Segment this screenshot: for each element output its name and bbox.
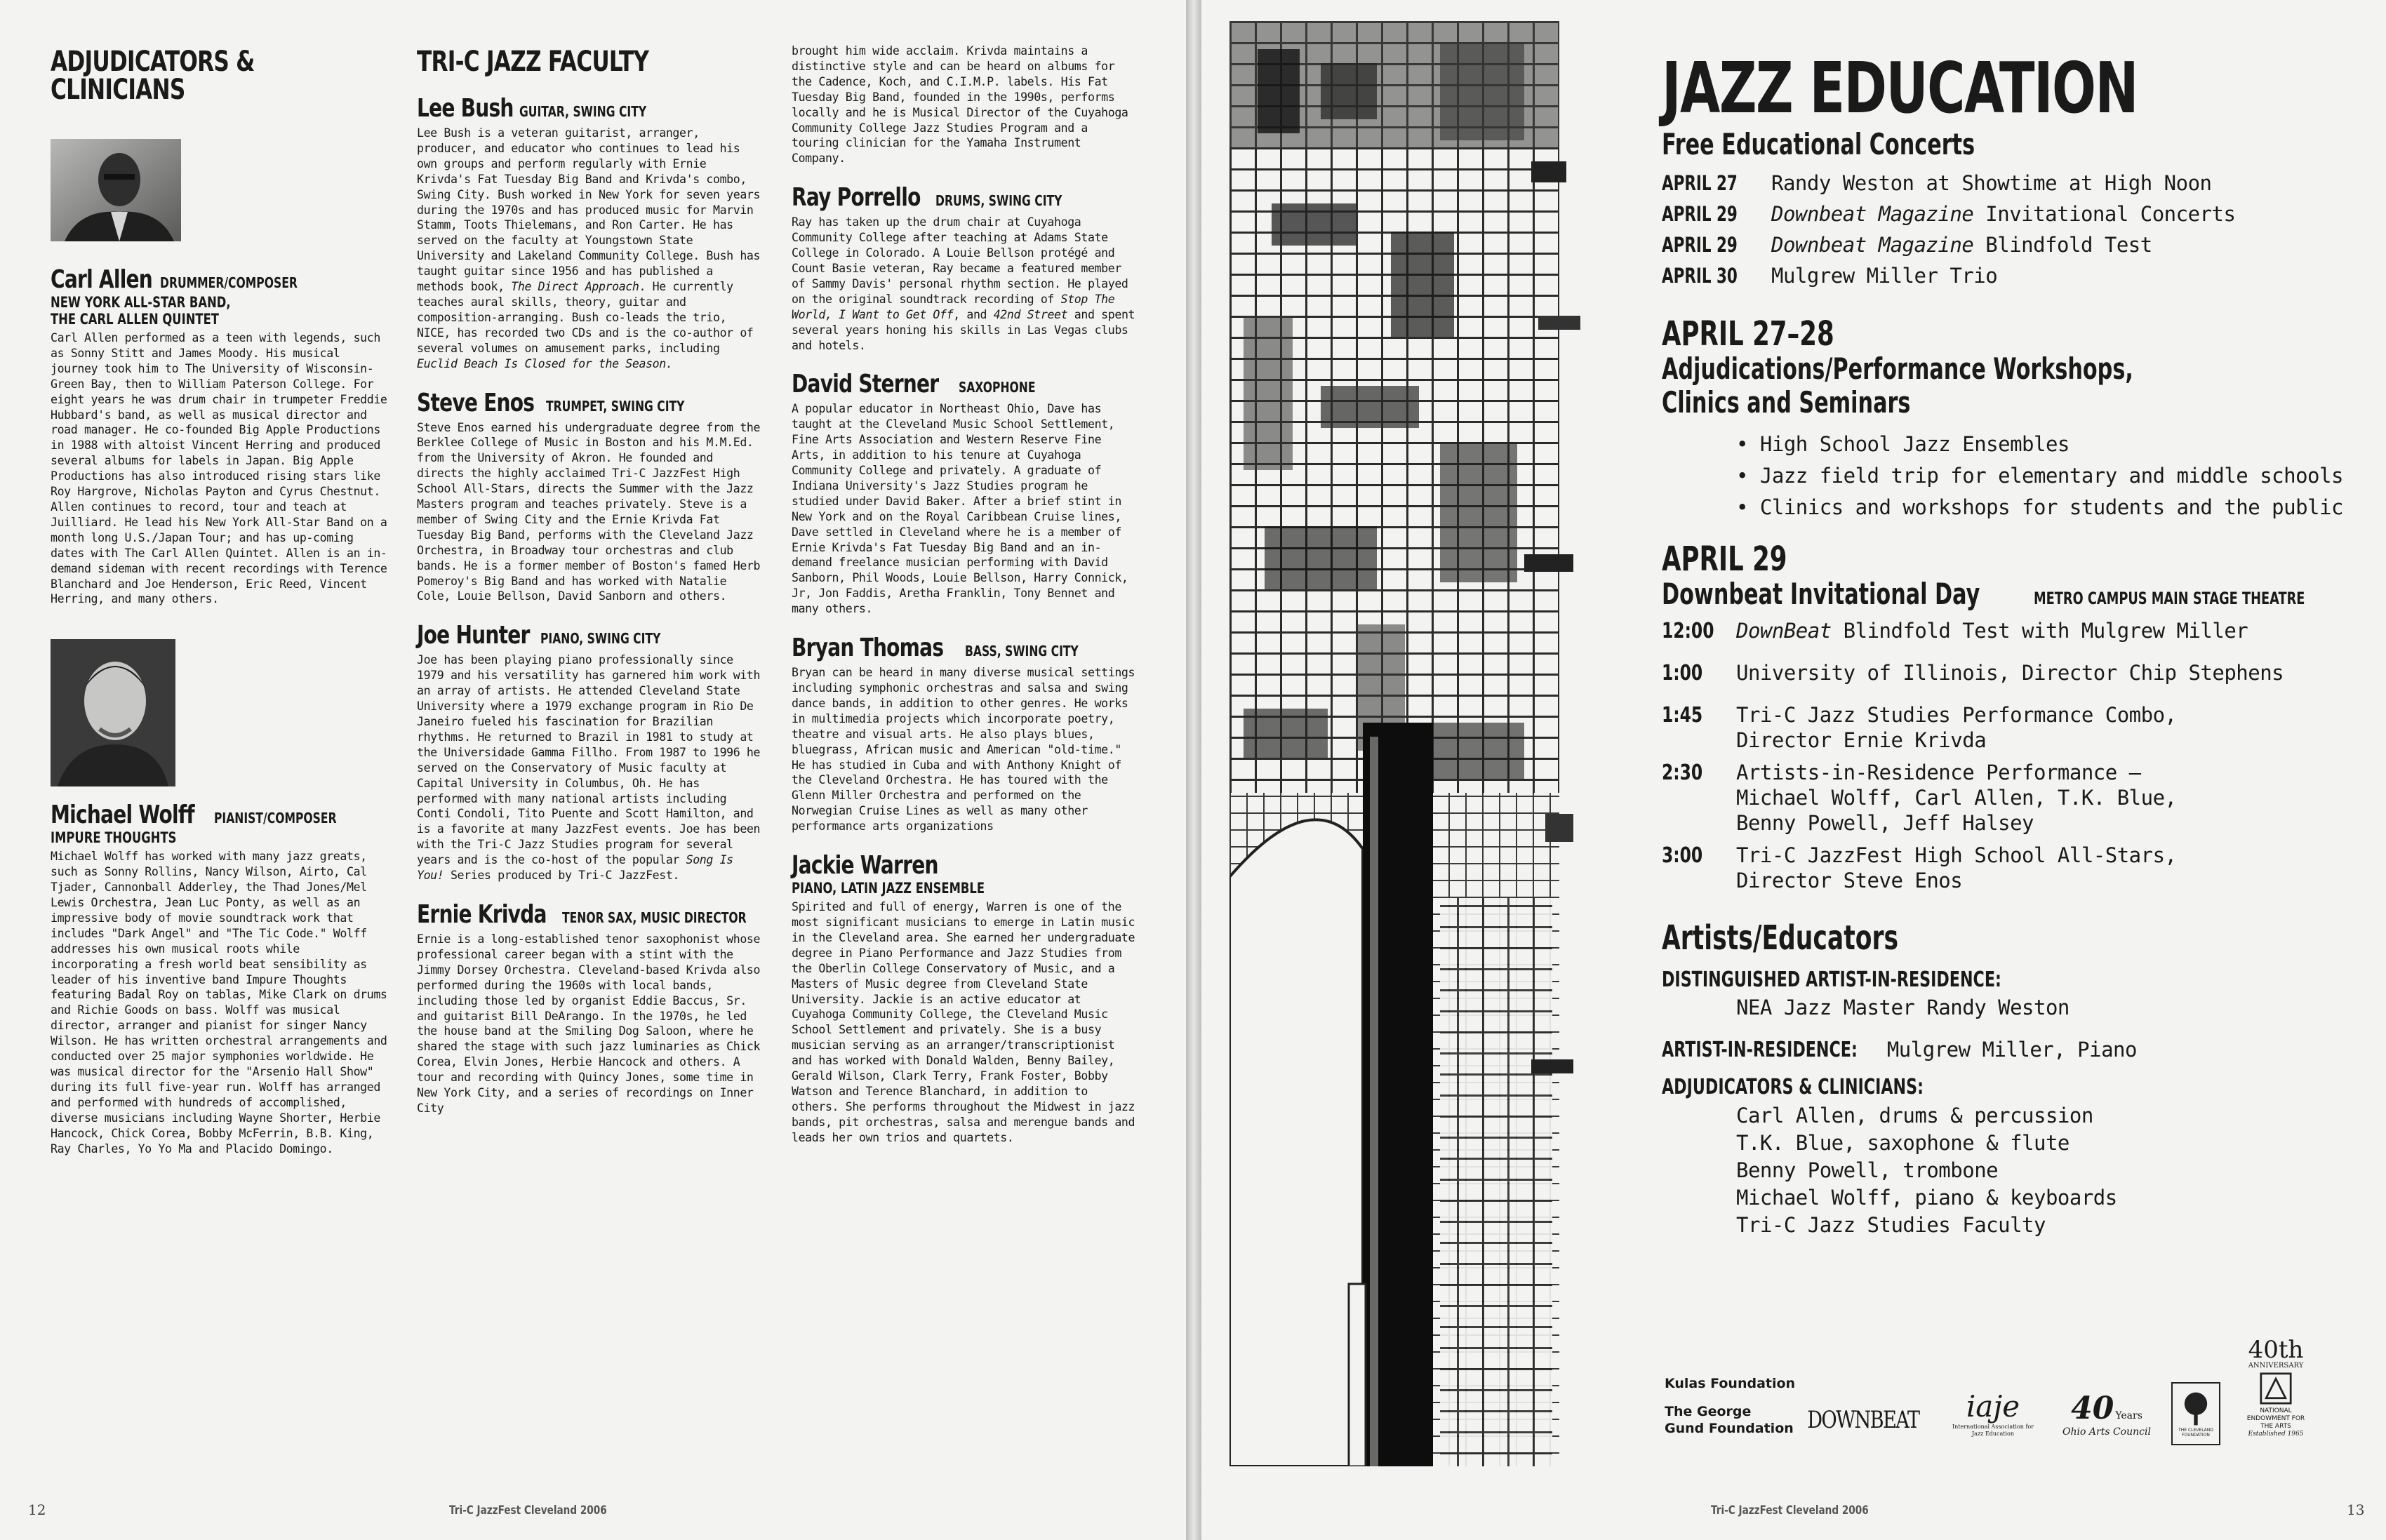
- bio-ernie-krivda-continued: [792, 43, 1135, 166]
- bio-text: Lee Bush is a veteran guitarist, arranger, producer, and educator who continues to lead his own groups and perform regularly with Ernie Krivda's Fat Tuesday Big Band and Krivda's combo, Swing City. Bush worked in New York for seven years during the 1970s and has produced music for Marvin Stamm, Toots Thielemans, and Ron Carter. He has served on the faculty at Youngstown State University and Lakeland Community College. Bush has taught guitar since 1956 and has published a methods book, The Direct Approach. He currently teaches aural skills, theory, guitar and composition-arranging. Bush co-leads the trio, NICE, has recorded two CDs and is the co-author of several volumes on amusement parks, including Euclid Beach Is Closed for the Season.: [417, 126, 761, 370]
- concert-row: [1662, 264, 2364, 295]
- bio-name: Ray Porrello: [792, 183, 921, 213]
- carl-allen-photo: [51, 139, 181, 241]
- bio-steve-enos: [417, 389, 761, 605]
- bio-text: Carl Allen performed as a teen with legends, such as Sonny Stitt and James Moody. His musical journey took him to The University of Wisconsin-Green Bay, then to William Paterson College. For eight years he was drum chair in trumpeter Freddie Hubbard's band, as well as musical director and road manager. He co-founded Big Apple Productions in 1988 with altoist Vincent Herring and produced several albums for labels in Japan. Big Apple Productions has also introduced rising stars like Roy Hargrove, Nicholas Payton and Cyrus Chestnut. Allen continues to record, tour and teach at Juilliard. He lead his New York All-Star Band on a month long U.S./Japan Tour; and has up-coming dates with The Carl Allen Quintet. Allen is an in-demand sideman with recent recordings with Terence Blanchard and Joe Henderson, Eric Reed, Vincent Herring, and many others.: [51, 331, 387, 606]
- bio-role: PIANO, SWING CITY: [540, 630, 661, 648]
- workshop-bullet: • High School Jazz Ensembles: [1736, 432, 2070, 456]
- bio-bryan-thomas: [792, 634, 1135, 834]
- schedule-time: 1:45: [1662, 703, 1703, 728]
- bio-subtitle: THE CARL ALLEN QUINTET: [51, 311, 219, 328]
- column-1: [51, 48, 387, 1173]
- workshop-bullets: [1736, 432, 2364, 527]
- clinics-heading: Clinics and Seminars: [1662, 385, 1911, 420]
- schedule-row: [1662, 760, 2364, 836]
- bio-text: A popular educator in Northeast Ohio, Dave has taught at the Cleveland Music School Settlement, Fine Arts Association and Western Reserve Fine Arts, in addition to his tenure at Cuyahoga Community College and privately. A graduate of Indiana University's Jazz Studies program he studied under David Baker. After a brief stint in New York and on the Royal Caribbean Cruise lines, Dave settled in Cleveland where he is a member of Ernie Krivda's Fat Tuesday Big Band and an in-demand freelance musician performing with David Sanborn, Phil Woods, Louie Bellson, Harry Connick, Jr, Jon Faddis, Aretha Franklin, Tony Bennet and many others.: [792, 402, 1128, 616]
- concert-title: [1771, 202, 2235, 226]
- schedule-time: 2:30: [1662, 761, 1703, 785]
- concert-date: APRIL 29: [1662, 233, 1738, 257]
- column-2: [417, 48, 761, 1133]
- schedule-row: [1662, 618, 2364, 653]
- bio-text: Ray has taken up the drum chair at Cuyahoga Community College after teaching at Adams State College in Colorado. A Louie Bellson protégé and Count Basie veteran, Ray became a featured member of Sammy Davis' personal rhythm section. He played on the original soundtrack recording of Stop The World, I Want to Get Off, and 42nd Street and spent several years honing his skills in Las Vegas clubs and hotels.: [792, 215, 1135, 352]
- schedule-item-text: Artists-in-Residence Performance – Michael Wolff, Carl Allen, T.K. Blue, Benny Powell, Jeff Halsey: [1736, 761, 2177, 835]
- downbeat-logo: DOWNBEAT: [1807, 1406, 1919, 1434]
- venue-label: METRO CAMPUS MAIN STAGE THEATRE: [2033, 589, 2305, 608]
- schedule-list: [1662, 618, 2364, 893]
- air-value: Mulgrew Miller, Piano: [1886, 1038, 2137, 1062]
- schedule-item: [1736, 843, 2177, 893]
- page-gutter: [1186, 0, 1201, 1540]
- concert-title-italic: Downbeat Magazine: [1771, 202, 1974, 226]
- bio-text: Michael Wolff has worked with many jazz greats, such as Sonny Rollins, Nancy Wilson, Airto, Cal Tjader, Cannonball Adderley, the Thad Jones/Mel Lewis Orchestra, Jean Luc Ponty, as well as an impressive body of movie soundtrack work that includes "Dark Angel" and "The Tic Code." Wolff addresses his own musical roots while incorporating a fresh world beat sensibility as leader of his inventive band Impure Thoughts featuring Badal Roy on tablas, Mike Clark on drums and Richie Goods on bass. Wolff was musical director, arranger and pianist for singer Nancy Wilson. He has written orchestral arrangements and conducted over 25 major symphonies worldwide. He was musical director for the "Arsenio Hall Show" during its full five-year run. Wolff has arranged and performed with hundreds of accomplished, diverse musicians including Wayne Shorter, Herbie Hancock, Chick Corea, Bobby McFerrin, B.B. King, Ray Charles, Yo Yo Ma and Placido Domingo.: [51, 850, 387, 1156]
- ohio-arts-council-logo: 40 Years Ohio Arts Council: [2062, 1390, 2151, 1438]
- workshop-bullet: • Jazz field trip for elementary and middle schools: [1736, 464, 2343, 488]
- left-page: [0, 0, 1186, 1540]
- schedule-item: [1736, 618, 2248, 643]
- concert-title-text: Invitational Concerts: [1973, 202, 2236, 226]
- adjudicator-item: T.K. Blue, saxophone & flute: [1736, 1131, 2070, 1155]
- schedule-time: 12:00: [1662, 619, 1714, 643]
- portrait-image: [51, 639, 175, 786]
- nea-emblem-icon: [2260, 1372, 2292, 1405]
- workshops-heading: Adjudications/Performance Workshops,: [1662, 351, 2133, 386]
- bio-michael-wolff: [51, 801, 387, 1156]
- bio-name: Michael Wolff: [51, 801, 194, 830]
- concert-date: APRIL 27: [1662, 171, 1738, 195]
- right-page: [1201, 0, 2386, 1540]
- invitational-day-line: [1662, 577, 2364, 611]
- bio-name: Bryan Thomas: [792, 634, 944, 663]
- april-27-28-heading: APRIL 27–28: [1662, 314, 1834, 354]
- concert-title-italic: Downbeat Magazine: [1771, 233, 1974, 257]
- bio-name: Lee Bush: [417, 94, 514, 123]
- page-title: JAZZ EDUCATION: [1662, 47, 2138, 129]
- page-number: 13: [2347, 1501, 2365, 1518]
- adjudicator-item: Carl Allen, drums & percussion: [1736, 1104, 2093, 1127]
- bio-text: brought him wide acclaim. Krivda maintains a distinctive style and can be heard on albums for the Cadence, Koch, and C.I.M.P. labels. His Fat Tuesday Big Band, founded in the 1990s, performs locally and he is Musical Director of the Cuyahoga Community College Jazz Studies Program and a touring clinician for the Yamaha Instrument Company.: [792, 44, 1128, 166]
- bio-name: Jackie Warren: [792, 851, 938, 881]
- bio-name: Carl Allen: [51, 265, 153, 294]
- bio-text: Steve Enos earned his undergraduate degree from the Berklee College of Music in Boston and his M.M.Ed. from the University of Akron. He founded and directs the highly acclaimed Tri-C JazzFest High School All-Stars, directs the Summer with the Jazz Masters program and teaches privately. Steve is a member of Swing City and the Ernie Krivda Fat Tuesday Big Band, performs with the Cleveland Jazz Orchestra, in Broadway tour orchestras and club bands. He is a former member of Boston's famed Herb Pomeroy's Big Band and has worked with Natalie Cole, Louie Bellson, David Sanborn and others.: [417, 420, 761, 603]
- concert-title-text: Mulgrew Miller Trio: [1771, 264, 1998, 288]
- bio-subtitle: NEW YORK ALL-STAR BAND,: [51, 294, 231, 311]
- concert-title: [1771, 264, 1997, 288]
- sponsor-logos: [1665, 1336, 2366, 1466]
- adjudicator-item: Tri-C Jazz Studies Faculty: [1736, 1213, 2046, 1237]
- schedule-item: [1736, 660, 2284, 685]
- bio-ray-porrello: [792, 183, 1135, 353]
- schedule-row: [1662, 843, 2364, 893]
- schedule-item: [1736, 702, 2177, 753]
- adjudicator-item: Michael Wolff, piano & keyboards: [1736, 1186, 2117, 1210]
- concerts-heading: Free Educational Concerts: [1662, 127, 1975, 161]
- adjudicators-list: [1736, 1104, 2364, 1240]
- faculty-title: TRI-C JAZZ FACULTY: [417, 46, 649, 78]
- bio-name: David Sterner: [792, 370, 939, 399]
- distinguished-label: DISTINGUISHED ARTIST-IN-RESIDENCE:: [1662, 967, 2001, 992]
- bio-text: Ernie is a long-established tenor saxophonist whose professional career began with a stint with the Jimmy Dorsey Orchestra. Cleveland-based Krivda also performed during the 1960s with local bands, including those led by organist Eddie Baccus, Sr. and guitarist Bill DeArango. In the 1970s, he led the house band at the Smiling Dog Saloon, where he shared the stage with such jazz luminaries as Chick Corea, Elvin Jones, Herbie Hancock and others. A tour and recording with Quincy Jones, some time in New York City, and a series of recordings on Inner City: [417, 932, 761, 1115]
- page-footer: Tri-C JazzFest Cleveland 2006: [449, 1504, 607, 1518]
- concert-row: [1662, 233, 2364, 264]
- schedule-time: 3:00: [1662, 843, 1703, 868]
- bio-text: Spirited and full of energy, Warren is one of the most significant musicians to emerge in Latin music in the Cleveland area. She earned her undergraduate degree in Piano Performance and Jazz Studies from the Oberlin College Conservatory of Music, and a Masters of Music degree from Cleveland State University. Jackie is an active educator at Cuyahoga Community College, the Cleveland Music School Settlement and privately. She is a busy musician serving as an arranger/transcriptionist and has worked with Donald Walden, Benny Bailey, Gerald Wilson, Clark Terry, Frank Foster, Bobby Watson and Terence Blanchard, in addition to others. She performs throughout the Midwest in jazz bands, pit orchestras, salsa and merengue bands and leads her own trios and quartets.: [792, 900, 1135, 1144]
- schedule-item-text: Tri-C Jazz Studies Performance Combo, Director Ernie Krivda: [1736, 703, 2177, 752]
- concert-title: [1771, 233, 2152, 257]
- iaje-logo: iaje International Association for Jazz Education: [1952, 1389, 2034, 1437]
- schedule-item-text: Tri-C JazzFest High School All-Stars, Director Steve Enos: [1736, 843, 2177, 892]
- schedule-item-italic: DownBeat: [1736, 619, 1832, 643]
- bio-ernie-krivda: [417, 900, 761, 1116]
- bio-carl-allen: [51, 265, 387, 607]
- schedule-item-text: University of Illinois, Director Chip Stephens: [1736, 661, 2284, 685]
- kulas-foundation-logo: Kulas Foundation: [1665, 1376, 1796, 1391]
- bio-text: Bryan can be heard in many diverse musical settings including symphonic orchestras and salsa and swing dance bands, in addition to other genres. He works in multimedia projects which incorporate poetry, theatre and visual arts. He also plays blues, bluegrass, African music and American "old-time." He has studied in Cuba and with Anthony Knight of the Cleveland Orchestra. He has toured with the Glenn Miller Orchestra and performed on the Norwegian Cruise Lines as well as many other performance arts organizations: [792, 666, 1135, 833]
- workshop-bullet: • Clinics and workshops for students and the public: [1736, 495, 2343, 519]
- schedule-item-text: Blindfold Test with Mulgrew Miller: [1831, 619, 2248, 643]
- bio-subtitle: IMPURE THOUGHTS: [51, 829, 177, 847]
- bio-role: DRUMS, SWING CITY: [935, 192, 1062, 210]
- bio-name: Joe Hunter: [417, 621, 530, 650]
- cleveland-foundation-logo: THE CLEVELAND FOUNDATION: [2171, 1382, 2220, 1445]
- page-footer: Tri-C JazzFest Cleveland 2006: [1711, 1504, 1869, 1518]
- bio-role: SAXOPHONE: [959, 379, 1036, 396]
- concert-title-text: Randy Weston at Showtime at High Noon: [1771, 171, 2212, 195]
- bio-role: PIANIST/COMPOSER: [213, 810, 337, 827]
- air-label: ARTIST-IN-RESIDENCE:: [1662, 1038, 1858, 1062]
- concert-row: [1662, 171, 2364, 202]
- schedule-row: [1662, 702, 2364, 753]
- bio-role: TRUMPET, SWING CITY: [546, 397, 685, 415]
- concert-title: [1771, 171, 2212, 195]
- gund-foundation-logo: The George Gund Foundation: [1665, 1404, 1794, 1436]
- concerts-list: [1662, 171, 2364, 295]
- invitational-day-heading: Downbeat Invitational Day: [1662, 577, 1980, 611]
- schedule-row: [1662, 660, 2364, 695]
- adjudicator-item: Benny Powell, trombone: [1736, 1158, 1999, 1182]
- april-29-heading: APRIL 29: [1662, 540, 1787, 579]
- michael-wolff-photo: [51, 639, 175, 786]
- bio-david-sterner: [792, 370, 1135, 617]
- tree-icon: [2177, 1390, 2215, 1428]
- nea-logo: 40th ANNIVERSARY NATIONAL ENDOWMENT FOR THE ARTS Established 1965: [2246, 1336, 2305, 1438]
- schedule-time: 1:00: [1662, 661, 1703, 685]
- building-illustration: [1229, 21, 1608, 1466]
- bio-name: Ernie Krivda: [417, 899, 547, 929]
- bio-role: BASS, SWING CITY: [965, 643, 1079, 660]
- schedule-item: [1736, 760, 2177, 836]
- column-3: [792, 43, 1135, 1163]
- artist-in-residence-line: [1662, 1030, 2364, 1069]
- bio-role: GUITAR, SWING CITY: [519, 103, 647, 120]
- bio-name: Steve Enos: [417, 388, 535, 417]
- distinguished-value: NEA Jazz Master Randy Weston: [1736, 996, 2070, 1019]
- adjudicators-title: ADJUDICATORS & CLINICIANS: [51, 46, 255, 106]
- portrait-image: [51, 139, 181, 241]
- jazz-education-content: [1662, 47, 2364, 1240]
- concert-title-text: Blindfold Test: [1973, 233, 2152, 257]
- concert-date: APRIL 30: [1662, 264, 1738, 288]
- bio-role: DRUMMER/COMPOSER: [159, 274, 298, 291]
- bio-role: TENOR SAX, MUSIC DIRECTOR: [561, 909, 747, 926]
- bio-jackie-warren: [792, 851, 1135, 1146]
- page-number: 12: [28, 1501, 46, 1518]
- concert-row: [1662, 202, 2364, 233]
- bio-joe-hunter: [417, 621, 761, 883]
- bio-lee-bush: [417, 94, 761, 372]
- concert-date: APRIL 29: [1662, 202, 1738, 226]
- bio-role: PIANO, LATIN JAZZ ENSEMBLE: [792, 880, 985, 897]
- adjudicators-label: ADJUDICATORS & CLINICIANS:: [1662, 1075, 1924, 1099]
- bio-text: Joe has been playing piano professionally since 1979 and his versatility has garnered him work with an array of artists. He attended Cleveland State University where a 1979 exchange program in Rio De Janeiro fueled his fascination for Brazilian rhythms. He returned to Brazil in 1981 to study at the Universidade Gamma Fillho. From 1987 to 1996 he served on the Conservatory of Music faculty at Capital University in Columbus, Oh. He has performed with many national artists including Conti Condoli, Tito Puente and Scott Hamilton, and is a favorite at many JazzFest events. Joe has been with the Tri-C Jazz Studies program for several years and is the co-host of the popular Song Is You! Series produced by Tri-C JazzFest.: [417, 653, 761, 883]
- artists-heading: Artists/Educators: [1662, 918, 1899, 958]
